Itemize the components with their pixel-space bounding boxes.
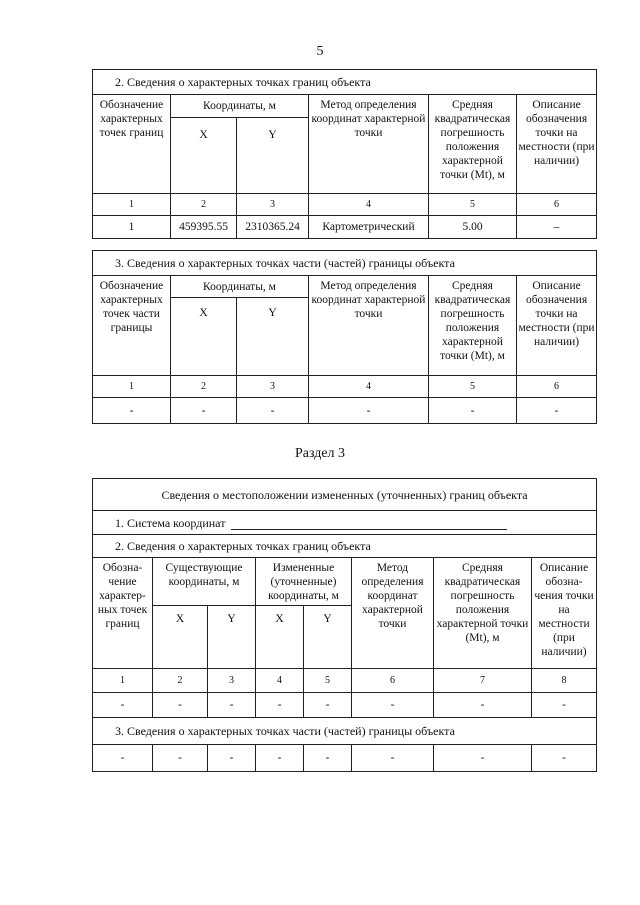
cell-description: – bbox=[517, 216, 597, 239]
col-number: 4 bbox=[309, 376, 429, 398]
col-coordinates: Координаты, м bbox=[171, 95, 309, 118]
cell-empty: - bbox=[171, 398, 237, 424]
cell-empty: - bbox=[517, 398, 597, 424]
cell-empty: - bbox=[256, 693, 304, 718]
cell-point: 1 bbox=[93, 216, 171, 239]
col-designation: Обозначение характерных точек части границы bbox=[93, 276, 171, 376]
col-number: 1 bbox=[93, 194, 171, 216]
col-designation: Обозна-чение характер-ных точек границ bbox=[93, 558, 153, 669]
col-number: 6 bbox=[517, 194, 597, 216]
col-number: 4 bbox=[256, 669, 304, 693]
col-number: 8 bbox=[532, 669, 597, 693]
col-method: Метод определения координат характерной точки bbox=[309, 95, 429, 194]
col-number: 3 bbox=[237, 194, 309, 216]
col-x: X bbox=[153, 606, 208, 669]
col-designation: Обозначение характерных точек границ bbox=[93, 95, 171, 194]
cell-y: 2310365.24 bbox=[237, 216, 309, 239]
changed-points-title: 2. Сведения о характерных точках границ объекта bbox=[93, 535, 597, 558]
changed-part-points-title: 3. Сведения о характерных точках части (частей) границы объекта bbox=[93, 718, 597, 745]
coordinate-system-blank-line bbox=[231, 517, 507, 530]
page-number: 5 bbox=[316, 44, 324, 59]
col-number: 5 bbox=[304, 669, 352, 693]
col-number: 2 bbox=[153, 669, 208, 693]
cell-empty: - bbox=[352, 693, 434, 718]
col-number: 3 bbox=[208, 669, 256, 693]
col-method: Метод определения координат характерной точки bbox=[309, 276, 429, 376]
cell-empty: - bbox=[256, 745, 304, 772]
col-y: Y bbox=[237, 298, 309, 376]
changed-boundaries-title: Сведения о местоположении измененных (уточненных) границ объекта bbox=[93, 479, 597, 511]
col-number: 1 bbox=[93, 376, 171, 398]
col-y: Y bbox=[237, 118, 309, 194]
col-description: Описание обозна-чения точки на местности (при наличии) bbox=[532, 558, 597, 669]
coordinate-system-row bbox=[93, 511, 597, 535]
cell-empty: - bbox=[153, 745, 208, 772]
cell-error: 5.00 bbox=[429, 216, 517, 239]
boundary-points-table bbox=[92, 69, 597, 239]
cell-empty: - bbox=[93, 693, 153, 718]
col-changed-coordinates: Измененные (уточненные) координаты, м bbox=[256, 558, 352, 606]
col-error: Средняя квадратическая погрешность положения характерной точки (Mt), м bbox=[429, 276, 517, 376]
part-boundary-points-table bbox=[92, 250, 597, 424]
col-y: Y bbox=[208, 606, 256, 669]
cell-empty: - bbox=[304, 745, 352, 772]
table-row bbox=[93, 398, 597, 424]
coordinate-system-label: 1. Система координат bbox=[115, 515, 226, 530]
col-method: Метод определения координат характерной точки bbox=[352, 558, 434, 669]
col-x: X bbox=[256, 606, 304, 669]
cell-empty: - bbox=[153, 693, 208, 718]
cell-empty: - bbox=[434, 693, 532, 718]
table-row bbox=[93, 745, 597, 772]
table-row bbox=[93, 216, 597, 239]
cell-empty: - bbox=[208, 745, 256, 772]
col-number: 4 bbox=[309, 194, 429, 216]
col-number: 3 bbox=[237, 376, 309, 398]
col-number: 6 bbox=[517, 376, 597, 398]
col-number: 5 bbox=[429, 376, 517, 398]
cell-empty: - bbox=[532, 745, 597, 772]
col-number: 2 bbox=[171, 194, 237, 216]
table-row bbox=[93, 693, 597, 718]
col-number: 2 bbox=[171, 376, 237, 398]
boundary-points-title: 2. Сведения о характерных точках границ объекта bbox=[93, 70, 597, 95]
col-error: Средняя квадратическая погрешность положения характерной точки (Mt), м bbox=[429, 95, 517, 194]
cell-empty: - bbox=[429, 398, 517, 424]
col-coordinates: Координаты, м bbox=[171, 276, 309, 298]
changed-boundaries-table bbox=[92, 478, 597, 772]
col-x: X bbox=[171, 118, 237, 194]
cell-empty: - bbox=[309, 398, 429, 424]
cell-empty: - bbox=[434, 745, 532, 772]
col-number: 1 bbox=[93, 669, 153, 693]
col-description: Описание обозначения точки на местности (при наличии) bbox=[517, 276, 597, 376]
section-heading: Раздел 3 bbox=[294, 446, 346, 461]
cell-empty: - bbox=[208, 693, 256, 718]
part-boundary-points-title: 3. Сведения о характерных точках части (частей) границы объекта bbox=[93, 251, 597, 276]
cell-method: Картометрический bbox=[309, 216, 429, 239]
col-existing-coordinates: Существующие координаты, м bbox=[153, 558, 256, 606]
col-description: Описание обозначения точки на местности (при наличии) bbox=[517, 95, 597, 194]
col-number: 5 bbox=[429, 194, 517, 216]
col-x: X bbox=[171, 298, 237, 376]
col-number: 6 bbox=[352, 669, 434, 693]
cell-empty: - bbox=[93, 398, 171, 424]
cell-empty: - bbox=[352, 745, 434, 772]
cell-empty: - bbox=[532, 693, 597, 718]
cell-x: 459395.55 bbox=[171, 216, 237, 239]
col-number: 7 bbox=[434, 669, 532, 693]
cell-empty: - bbox=[304, 693, 352, 718]
cell-empty: - bbox=[237, 398, 309, 424]
cell-empty: - bbox=[93, 745, 153, 772]
col-y: Y bbox=[304, 606, 352, 669]
col-error: Средняя квадратическая погрешность положения характерной точки (Mt), м bbox=[434, 558, 532, 669]
